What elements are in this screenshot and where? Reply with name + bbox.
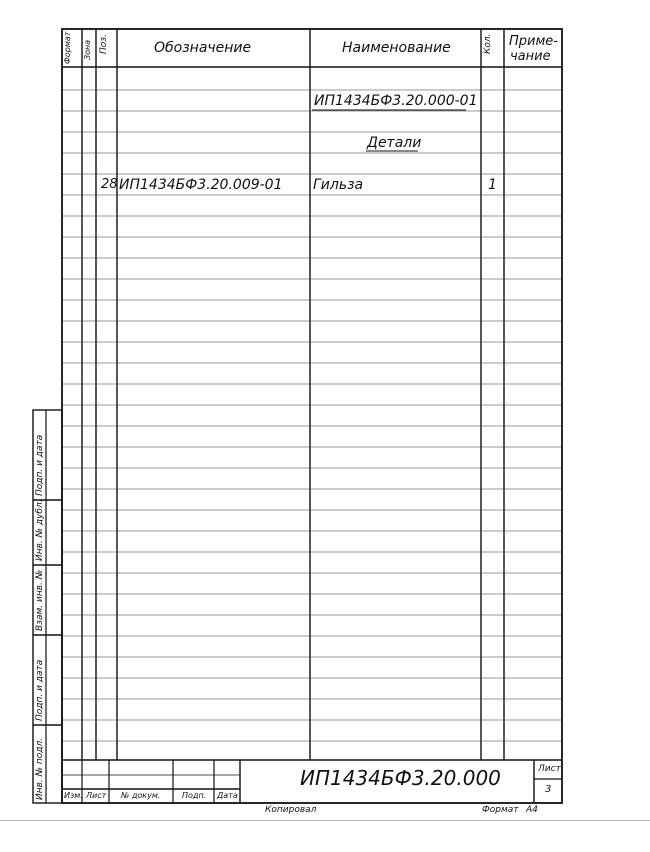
header-name: Наименование <box>342 40 451 56</box>
footer-format-label: Формат <box>482 805 519 815</box>
item-position: 28 <box>101 177 118 192</box>
tb-ndokum: № докум. <box>121 791 161 800</box>
tb-izm: Изм. <box>64 791 83 800</box>
footer-copied: Копировал <box>265 805 317 815</box>
outer-frame <box>62 29 562 803</box>
header-qty: Кол. <box>483 33 493 54</box>
page-bottom-divider <box>0 820 650 821</box>
doc-code: ИП1434БФ3.20.000 <box>300 766 501 790</box>
item-designation: ИП1434БФ3.20.009-01 <box>119 177 283 193</box>
header-designation: Обозначение <box>154 40 252 56</box>
side-label-inv-dubl: Инв. № дубл. <box>35 499 45 561</box>
tb-list: Лист <box>86 791 107 800</box>
section-heading: Детали <box>367 135 422 151</box>
tb-list-label: Лист <box>538 764 561 774</box>
footer-format-value: А4 <box>526 805 538 815</box>
header-pos: Поз. <box>99 34 109 54</box>
side-label-podp-data-1: Подп. и дата <box>35 434 45 496</box>
side-label-inv-podl: Инв. № подл. <box>35 737 45 800</box>
side-label-podp-data-2: Подп. и дата <box>35 659 45 721</box>
header-note-line1: Приме- <box>509 34 558 49</box>
tb-list-number: 3 <box>545 784 552 795</box>
tb-podp: Подп. <box>182 791 207 800</box>
side-label-vzam-inv: Взам. инв. № <box>35 569 45 631</box>
header-zone: Зона <box>83 39 92 60</box>
assembly-code: ИП1434БФ3.20.000-01 <box>314 93 478 109</box>
header-format: Формат <box>63 31 72 64</box>
item-quantity: 1 <box>488 177 497 193</box>
tb-data: Дата <box>217 791 238 800</box>
header-note-line2: чание <box>510 49 551 64</box>
item-name: Гильза <box>313 177 364 193</box>
